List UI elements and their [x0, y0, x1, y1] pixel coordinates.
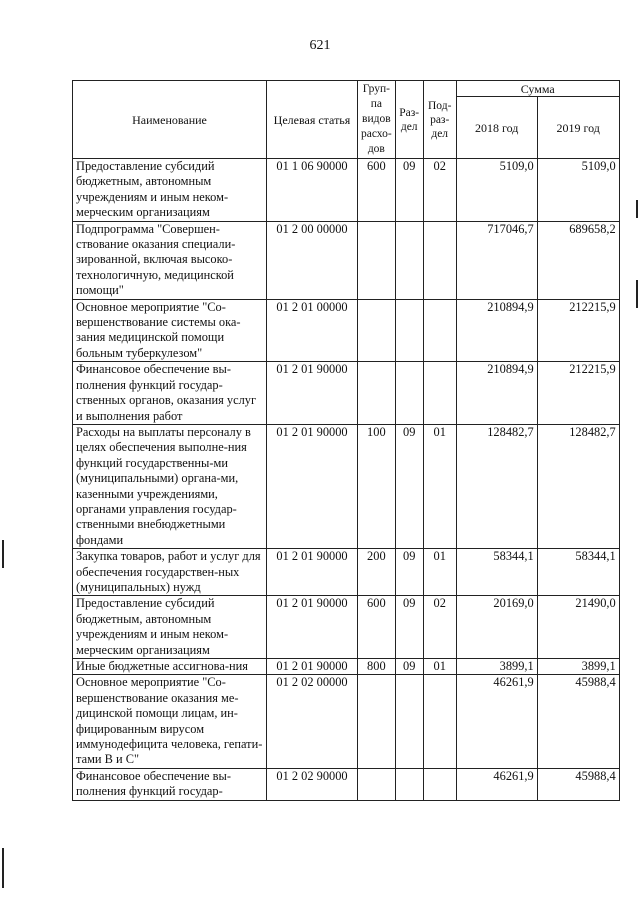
margin-mark [636, 200, 638, 218]
cell-2018: 717046,7 [456, 221, 537, 299]
header-year-2019: 2019 год [537, 97, 619, 159]
cell-2019: 212215,9 [537, 362, 619, 425]
cell-2019: 21490,0 [537, 596, 619, 659]
cell-name: Закупка товаров, работ и услуг для обеспечения государствен-ных (муниципальных) нужд [73, 549, 267, 596]
cell-2019: 5109,0 [537, 159, 619, 222]
cell-name: Предоставление субсидий бюджетным, автономным учреждениям и иным неком-мерческим организациям [73, 596, 267, 659]
cell-2018: 128482,7 [456, 424, 537, 548]
cell-subsection: 01 [423, 549, 456, 596]
table-row [73, 675, 620, 768]
cell-2018: 46261,9 [456, 675, 537, 768]
cell-group [358, 675, 396, 768]
cell-section [395, 362, 423, 425]
table-row [73, 299, 620, 362]
cell-target: 01 2 02 00000 [267, 675, 358, 768]
table-row [73, 549, 620, 596]
cell-group [358, 221, 396, 299]
margin-mark [636, 280, 638, 308]
cell-group: 800 [358, 659, 396, 675]
cell-2019: 212215,9 [537, 299, 619, 362]
cell-2018: 58344,1 [456, 549, 537, 596]
cell-section: 09 [395, 424, 423, 548]
cell-name: Предоставление субсидий бюджетным, автономным учреждениям и иным неком-мерческим организациям [73, 159, 267, 222]
cell-2018: 210894,9 [456, 362, 537, 425]
cell-subsection [423, 675, 456, 768]
cell-subsection: 01 [423, 424, 456, 548]
cell-target: 01 1 06 90000 [267, 159, 358, 222]
header-name: Наименование [73, 81, 267, 159]
cell-section [395, 675, 423, 768]
header-group: Груп-па видов расхо-дов [358, 81, 396, 159]
cell-subsection [423, 299, 456, 362]
cell-target: 01 2 02 90000 [267, 768, 358, 800]
cell-2018: 46261,9 [456, 768, 537, 800]
cell-subsection [423, 221, 456, 299]
cell-section: 09 [395, 596, 423, 659]
header-target: Целевая статья [267, 81, 358, 159]
table-row [73, 659, 620, 675]
cell-group [358, 362, 396, 425]
table-row [73, 424, 620, 548]
cell-name: Финансовое обеспечение вы-полнения функций государ-ственных органов, оказания услуг и выполнения работ [73, 362, 267, 425]
cell-name: Основное мероприятие "Со-вершенствование оказания ме-дицинской помощи лицам, ин-фицированным вирусом иммунодефицита человека, гепати-тами В и С" [73, 675, 267, 768]
cell-2019: 128482,7 [537, 424, 619, 548]
header-sum: Сумма [456, 81, 619, 97]
cell-name: Подпрограмма "Совершен-ствование оказания специали-зированной, включая высоко-технологичную, медицинской помощи" [73, 221, 267, 299]
cell-target: 01 2 01 90000 [267, 596, 358, 659]
cell-group [358, 299, 396, 362]
cell-name: Иные бюджетные ассигнова-ния [73, 659, 267, 675]
cell-name: Основное мероприятие "Со-вершенствование системы ока-зания медицинской помощи больным туберкулезом" [73, 299, 267, 362]
table-row [73, 159, 620, 222]
cell-target: 01 2 01 90000 [267, 549, 358, 596]
cell-2018: 5109,0 [456, 159, 537, 222]
cell-section [395, 299, 423, 362]
cell-target: 01 2 00 00000 [267, 221, 358, 299]
cell-subsection: 02 [423, 159, 456, 222]
cell-section: 09 [395, 659, 423, 675]
cell-2019: 3899,1 [537, 659, 619, 675]
table-body [73, 159, 620, 801]
cell-2019: 45988,4 [537, 675, 619, 768]
cell-target: 01 2 01 90000 [267, 659, 358, 675]
cell-2018: 210894,9 [456, 299, 537, 362]
cell-group: 600 [358, 159, 396, 222]
table-row [73, 362, 620, 425]
cell-subsection [423, 768, 456, 800]
cell-target: 01 2 01 90000 [267, 362, 358, 425]
header-subsection: Под-раз-дел [423, 81, 456, 159]
page-number: 621 [309, 38, 331, 53]
table-row [73, 768, 620, 800]
cell-section: 09 [395, 159, 423, 222]
cell-2019: 689658,2 [537, 221, 619, 299]
cell-group [358, 768, 396, 800]
cell-subsection: 02 [423, 596, 456, 659]
cell-section: 09 [395, 549, 423, 596]
cell-target: 01 2 01 90000 [267, 424, 358, 548]
cell-subsection: 01 [423, 659, 456, 675]
cell-2018: 3899,1 [456, 659, 537, 675]
cell-name: Финансовое обеспечение вы-полнения функций государ- [73, 768, 267, 800]
cell-section [395, 221, 423, 299]
header-section: Раз-дел [395, 81, 423, 159]
margin-mark [2, 848, 4, 888]
cell-group: 200 [358, 549, 396, 596]
cell-2019: 58344,1 [537, 549, 619, 596]
table-row [73, 596, 620, 659]
cell-group: 600 [358, 596, 396, 659]
cell-2019: 45988,4 [537, 768, 619, 800]
cell-name: Расходы на выплаты персоналу в целях обеспечения выполне-ния функций государственны-ми (муниципальными) органа-ми, казенными учреждениями, органами управления государ-ственными внебюджетными фондами [73, 424, 267, 548]
cell-target: 01 2 01 00000 [267, 299, 358, 362]
cell-section [395, 768, 423, 800]
margin-mark [2, 540, 4, 568]
cell-2018: 20169,0 [456, 596, 537, 659]
cell-subsection [423, 362, 456, 425]
table-row [73, 221, 620, 299]
budget-table [72, 80, 620, 801]
cell-group: 100 [358, 424, 396, 548]
header-year-2018: 2018 год [456, 97, 537, 159]
